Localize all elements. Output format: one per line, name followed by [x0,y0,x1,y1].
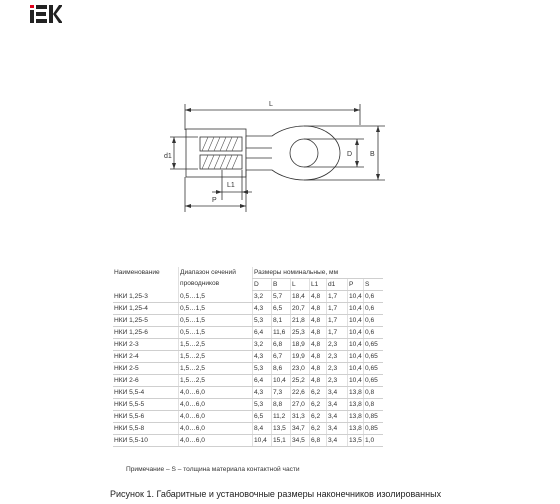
table-cell: 8,8 [272,399,291,411]
dim-label-B: B [370,151,375,158]
table-cell: 22,6 [291,387,310,399]
table-cell: 6,7 [272,351,291,363]
table-cell: 1,7 [327,303,348,315]
subheader-cell: D [253,279,272,291]
table-cell: 6,2 [310,423,327,435]
table-cell: 1,5…2,5 [179,375,253,387]
table-cell: 4,3 [253,387,272,399]
table-cell: 6,4 [253,327,272,339]
table-cell: 13,5 [272,423,291,435]
table-cell: 4,3 [253,303,272,315]
table-cell: 10,4 [348,327,364,339]
table-cell: 31,3 [291,411,310,423]
table-cell: 0,5…1,5 [179,315,253,327]
table-cell: 10,4 [348,363,364,375]
table-cell: 0,85 [364,411,384,423]
table-cell: 8,4 [253,423,272,435]
table-cell: 1,7 [327,327,348,339]
table-cell: 0,6 [364,303,384,315]
header-range: Диапазон сечений проводников [179,267,253,291]
table-cell: 34,7 [291,423,310,435]
table-cell: НКИ 1,25-4 [113,303,179,315]
table-cell: НКИ 5,5-5 [113,399,179,411]
table-cell: 0,65 [364,375,384,387]
table-row [113,291,383,303]
table-cell: 0,5…1,5 [179,303,253,315]
table-cell: 27,0 [291,399,310,411]
table-cell: 6,2 [310,387,327,399]
table-cell: 25,3 [291,327,310,339]
table-cell: 1,0 [364,435,384,447]
table-cell: 5,3 [253,399,272,411]
table-cell: НКИ 1,25-6 [113,327,179,339]
table-cell: 0,6 [364,291,384,303]
table-cell: 0,6 [364,315,384,327]
table-row [113,375,383,387]
table-cell: НКИ 2-4 [113,351,179,363]
table-cell: 3,4 [327,423,348,435]
table-cell: НКИ 5,5-10 [113,435,179,447]
table-cell: 3,2 [253,291,272,303]
table-cell: 10,4 [348,315,364,327]
table-cell: 2,3 [327,363,348,375]
table-cell: 6,2 [310,399,327,411]
dim-label-L: L [269,101,273,108]
table-cell: 5,3 [253,363,272,375]
table-cell: 11,6 [272,327,291,339]
table-cell: 5,7 [272,291,291,303]
header-name: Наименование [114,269,160,276]
table-row [113,423,383,435]
dim-label-P: P [212,197,217,204]
table-cell: 0,65 [364,351,384,363]
table-row [113,411,383,423]
table-row [113,387,383,399]
table-header-row [113,267,383,279]
table-cell: 15,1 [272,435,291,447]
table-cell: 0,85 [364,423,384,435]
table-cell: 3,4 [327,411,348,423]
subheader-cell: P [348,279,364,291]
subheader-cell: L [291,279,310,291]
table-row [113,327,383,339]
table-cell: 8,6 [272,363,291,375]
table-cell: 0,65 [364,339,384,351]
table-cell: 34,5 [291,435,310,447]
table-cell: 10,4 [348,339,364,351]
table-cell: 13,8 [348,387,364,399]
table-note: Примечание – S – толщина материала контактной части [126,466,300,473]
table-cell: 10,4 [348,351,364,363]
table-row [113,351,383,363]
table-cell: 10,4 [348,291,364,303]
table-cell: 1,5…2,5 [179,351,253,363]
subheader-cell: d1 [327,279,348,291]
table-cell: 7,3 [272,387,291,399]
table-cell: 0,8 [364,399,384,411]
table-cell: 4,8 [310,375,327,387]
table-cell: 20,7 [291,303,310,315]
table-cell: 13,8 [348,411,364,423]
table-cell: 1,7 [327,291,348,303]
table-cell: 2,3 [327,375,348,387]
subheader-cell: S [364,279,384,291]
specs-table [113,267,383,447]
table-cell: НКИ 2-5 [113,363,179,375]
table-cell: 4,0…6,0 [179,423,253,435]
table-cell: 13,8 [348,399,364,411]
table-cell: 4,8 [310,327,327,339]
table-cell: 18,9 [291,339,310,351]
table-cell: НКИ 2-6 [113,375,179,387]
table-row [113,339,383,351]
table-cell: 0,5…1,5 [179,327,253,339]
table-cell: 1,5…2,5 [179,339,253,351]
table-cell: 6,8 [310,435,327,447]
table-cell: 0,65 [364,363,384,375]
table-cell: 0,6 [364,327,384,339]
table-cell: 6,4 [253,375,272,387]
table-cell: 2,3 [327,339,348,351]
table-cell: 13,8 [348,423,364,435]
table-cell: 2,3 [327,351,348,363]
table-cell: НКИ 5,5-6 [113,411,179,423]
table-cell: 5,3 [253,315,272,327]
table-cell: 4,8 [310,351,327,363]
table-cell: НКИ 1,25-3 [113,291,179,303]
table-cell: 6,5 [253,411,272,423]
table-cell: 0,5…1,5 [179,291,253,303]
table-cell: 1,5…2,5 [179,363,253,375]
table-cell: 4,8 [310,315,327,327]
table-cell: 4,8 [310,363,327,375]
table-cell: 10,4 [348,303,364,315]
table-cell: 6,8 [272,339,291,351]
table-cell: 3,4 [327,435,348,447]
table-row [113,363,383,375]
table-cell: 4,8 [310,291,327,303]
table-cell: 21,8 [291,315,310,327]
table-cell: 6,5 [272,303,291,315]
table-cell: 0,8 [364,387,384,399]
table-row [113,399,383,411]
table-cell: 25,2 [291,375,310,387]
table-row [113,435,383,447]
table-cell: 23,0 [291,363,310,375]
table-cell: 3,4 [327,387,348,399]
table-cell: 4,8 [310,303,327,315]
table-cell: 4,0…6,0 [179,411,253,423]
table-cell: НКИ 2-3 [113,339,179,351]
subheader-cell: L1 [310,279,327,291]
table-cell: НКИ 5,5-4 [113,387,179,399]
figure-caption: Рисунок 1. Габаритные и установочные размеры наконечников изолированных [110,489,442,499]
header-dims: Размеры номинальные, мм [253,267,384,279]
table-cell: 10,4 [253,435,272,447]
table-cell: 18,4 [291,291,310,303]
table-cell: 4,0…6,0 [179,435,253,447]
dim-label-d1: d1 [164,153,172,160]
table-cell: 3,2 [253,339,272,351]
dim-label-L1: L1 [227,182,235,189]
subheader-cell: B [272,279,291,291]
table-row [113,315,383,327]
table-cell: 19,9 [291,351,310,363]
table-cell: 1,7 [327,315,348,327]
table-cell: 4,8 [310,339,327,351]
table-cell: НКИ 1,25-5 [113,315,179,327]
table-cell: НКИ 5,5-8 [113,423,179,435]
table-cell: 13,5 [348,435,364,447]
table-cell: 11,2 [272,411,291,423]
table-cell: 4,0…6,0 [179,399,253,411]
table-cell: 3,4 [327,399,348,411]
table-cell: 6,2 [310,411,327,423]
table-cell: 10,4 [272,375,291,387]
table-cell: 8,1 [272,315,291,327]
table-cell: 4,3 [253,351,272,363]
table-cell: 4,0…6,0 [179,387,253,399]
dim-label-D: D [347,151,353,158]
table-row [113,303,383,315]
table-cell: 10,4 [348,375,364,387]
